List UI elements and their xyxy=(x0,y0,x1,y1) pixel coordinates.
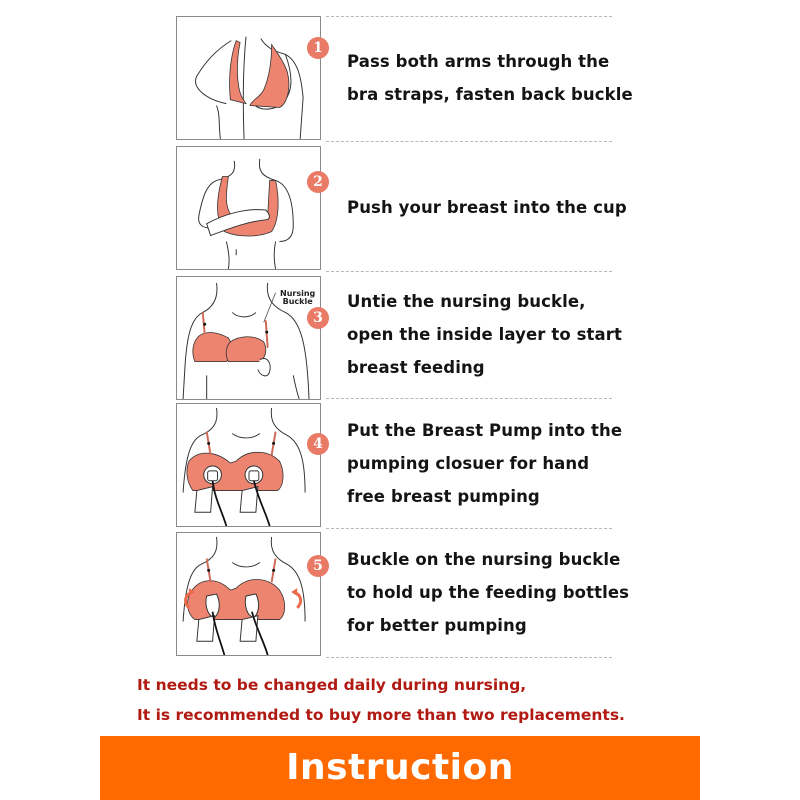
step-5-line-2: to hold up the feeding bottles xyxy=(347,583,630,602)
step-1-text xyxy=(347,45,633,111)
banner-title: Instruction xyxy=(286,747,514,788)
step-1-illustration xyxy=(176,16,321,140)
step-3-text xyxy=(347,285,622,384)
step-number-badge-4: 4 xyxy=(307,433,329,455)
step-2-line-1: Push your breast into the cup xyxy=(347,198,627,217)
notice-line-1: It needs to be changed daily during nursing, xyxy=(137,676,527,694)
step-number-badge-2: 2 xyxy=(307,171,329,193)
step-4-text xyxy=(347,414,622,513)
step-4-line-2: pumping closuer for hand xyxy=(347,454,590,473)
step-5-illustration xyxy=(176,532,321,656)
step-number-badge-3: 3 xyxy=(307,307,329,329)
divider-dashed xyxy=(326,16,612,17)
breast-pump-illustration xyxy=(177,404,320,526)
divider-dashed xyxy=(326,271,612,272)
step-2-illustration xyxy=(176,146,321,270)
step-2-text xyxy=(347,191,627,224)
step-5-line-1: Buckle on the nursing buckle xyxy=(347,550,621,569)
notice-line-2: It is recommended to buy more than two replacements. xyxy=(137,706,625,724)
step-4-line-3: free breast pumping xyxy=(347,487,540,506)
step-4-illustration xyxy=(176,403,321,527)
back-buckle-illustration xyxy=(177,17,320,139)
push-into-cup-illustration xyxy=(177,147,320,269)
divider-dashed xyxy=(326,398,612,399)
step-1-line-2: bra straps, fasten back buckle xyxy=(347,85,633,104)
step-5-line-3: for better pumping xyxy=(347,616,527,635)
step-number-badge-1: 1 xyxy=(307,37,329,59)
divider-dashed xyxy=(326,141,612,142)
instruction-banner xyxy=(100,736,700,800)
step-1-line-1: Pass both arms through the xyxy=(347,52,610,71)
buckle-bottles-illustration xyxy=(177,533,320,655)
step-3-line-2: open the inside layer to start xyxy=(347,325,622,344)
step-number-badge-5: 5 xyxy=(307,555,329,577)
divider-dashed xyxy=(326,528,612,529)
step-3-line-1: Untie the nursing buckle, xyxy=(347,292,586,311)
step-5-text xyxy=(347,543,629,642)
divider-dashed xyxy=(326,657,612,658)
step-4-line-1: Put the Breast Pump into the xyxy=(347,421,623,440)
step-3-line-3: breast feeding xyxy=(347,358,485,377)
nursing-buckle-callout: Nursing Buckle xyxy=(280,289,316,306)
